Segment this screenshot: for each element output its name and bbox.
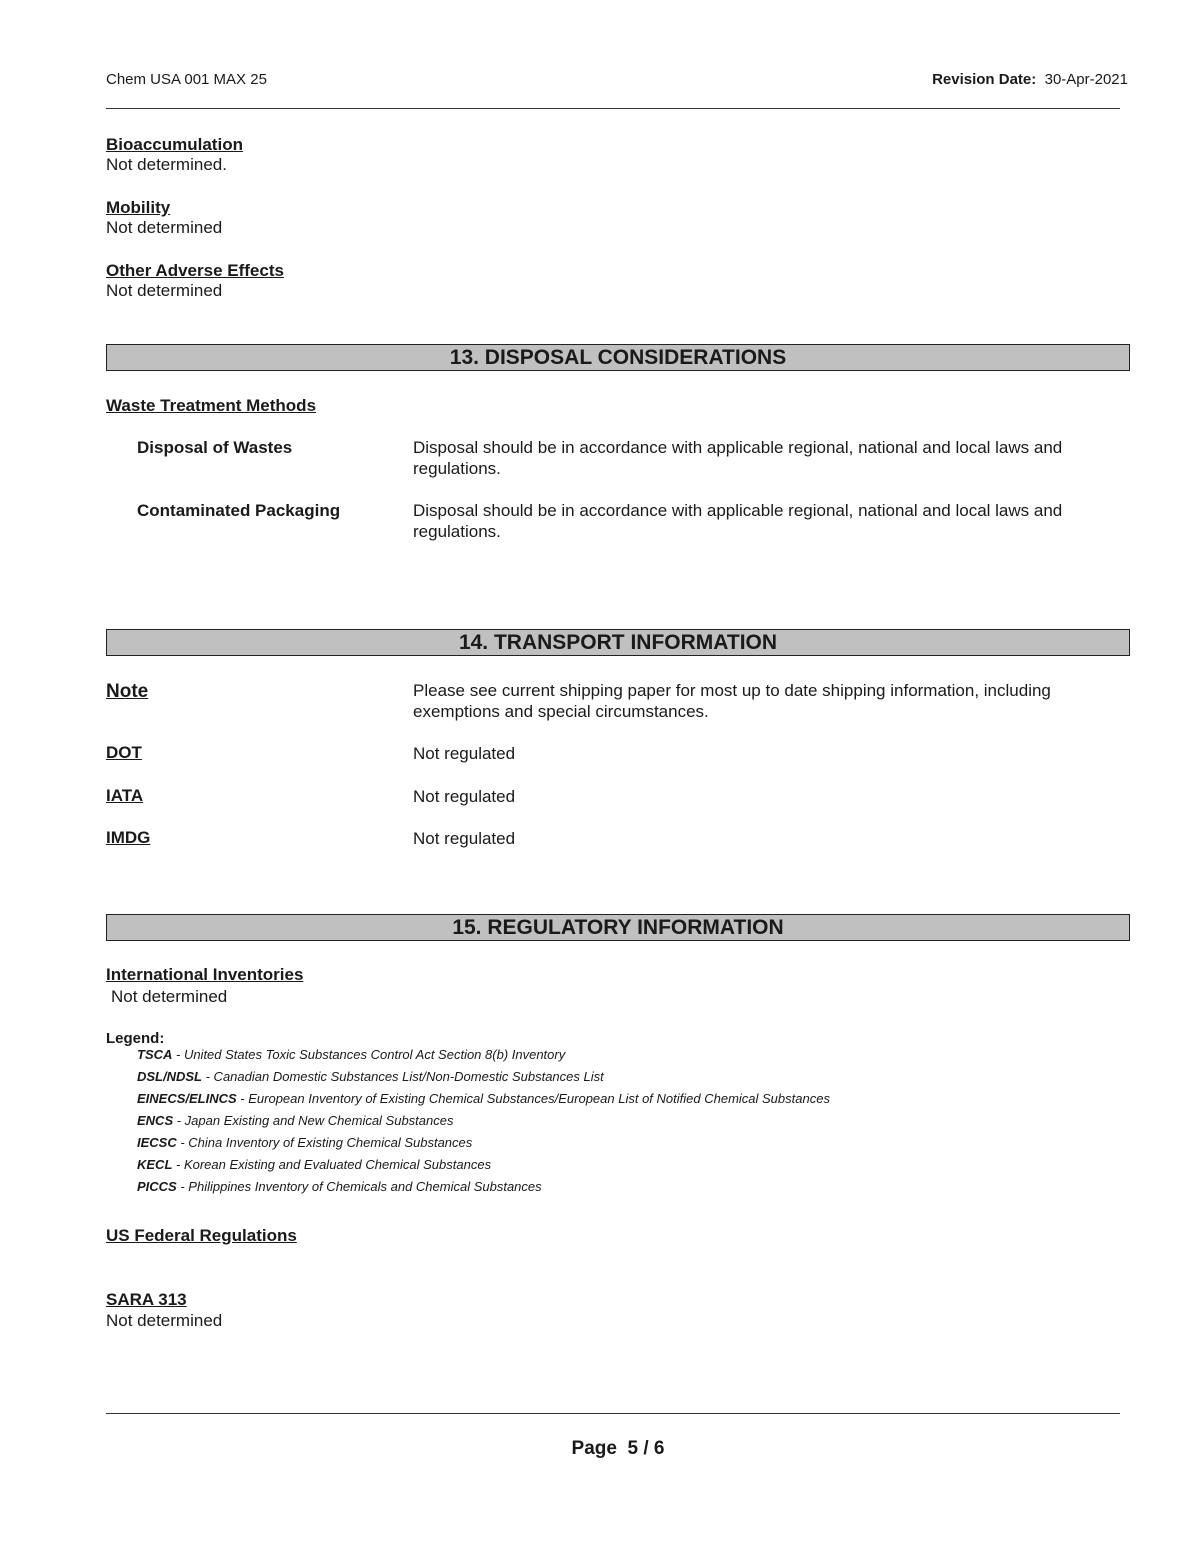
contaminated-packaging-value: Disposal should be in accordance with applicable regional, national and local laws and regulations.	[413, 501, 1063, 541]
sara-313-heading: SARA 313	[106, 1290, 187, 1309]
legend-abbr: PICCS	[137, 1179, 177, 1194]
section-13-title: 13. DISPOSAL CONSIDERATIONS	[106, 344, 1130, 371]
mobility-value: Not determined	[106, 218, 223, 237]
legend-item-tsca	[137, 1047, 565, 1062]
legend-desc: - Philippines Inventory of Chemicals and Chemical Substances	[176, 1179, 542, 1194]
legend-item-encs	[137, 1113, 454, 1128]
legend-abbr: KECL	[137, 1157, 173, 1172]
legend-title: Legend:	[106, 1030, 165, 1047]
legend-desc: - China Inventory of Existing Chemical Substances	[176, 1135, 473, 1150]
mobility-heading: Mobility	[106, 198, 171, 217]
header-rule	[106, 108, 1120, 109]
dot-value: Not regulated	[413, 744, 516, 763]
legend-item-piccs	[137, 1179, 542, 1194]
legend-item-einecs	[137, 1091, 830, 1106]
legend-desc: - United States Toxic Substances Control Act Section 8(b) Inventory	[172, 1047, 566, 1062]
legend-abbr: ENCS	[137, 1113, 174, 1128]
legend-desc: - European Inventory of Existing Chemical Substances/European List of Notified Chemical Substances	[236, 1091, 830, 1106]
imdg-label: IMDG	[106, 828, 151, 847]
page-number: Page 5 / 6	[571, 1438, 665, 1459]
other-adverse-heading: Other Adverse Effects	[106, 261, 284, 280]
contaminated-packaging-label: Contaminated Packaging	[137, 501, 341, 520]
note-label: Note	[106, 681, 149, 702]
legend-desc: - Japan Existing and New Chemical Substances	[173, 1113, 454, 1128]
iata-label: IATA	[106, 786, 144, 805]
legend-desc: - Canadian Domestic Substances List/Non-Domestic Substances List	[202, 1069, 604, 1084]
footer-rule	[106, 1413, 1120, 1414]
legend-abbr: TSCA	[137, 1047, 173, 1062]
note-value: Please see current shipping paper for most up to date shipping information, including exemptions and special circumstances.	[413, 681, 1051, 721]
iata-value: Not regulated	[413, 787, 516, 806]
disposal-wastes-value: Disposal should be in accordance with applicable regional, national and local laws and regulations.	[413, 438, 1063, 478]
section-14-title: 14. TRANSPORT INFORMATION	[106, 629, 1130, 656]
revision-date-value: 30-Apr-2021	[1044, 71, 1128, 88]
legend-abbr: EINECS/ELINCS	[137, 1091, 237, 1106]
legend-abbr: DSL/NDSL	[137, 1069, 202, 1084]
disposal-wastes-label: Disposal of Wastes	[137, 438, 293, 457]
us-federal-heading: US Federal Regulations	[106, 1226, 297, 1245]
intl-inventories-value: Not determined	[111, 987, 228, 1006]
sara-313-value: Not determined	[106, 1311, 223, 1330]
dot-label: DOT	[106, 743, 142, 762]
legend-item-kecl	[137, 1157, 491, 1172]
legend-item-dsl	[137, 1069, 604, 1084]
intl-inventories-heading: International Inventories	[106, 965, 304, 984]
revision-date	[932, 71, 1128, 88]
legend-desc: - Korean Existing and Evaluated Chemical Substances	[172, 1157, 492, 1172]
other-adverse-value: Not determined	[106, 281, 223, 300]
legend-abbr: IECSC	[137, 1135, 177, 1150]
revision-label: Revision Date:	[932, 71, 1037, 88]
imdg-value: Not regulated	[413, 829, 516, 848]
waste-treatment-heading: Waste Treatment Methods	[106, 396, 317, 415]
bioaccumulation-value: Not determined.	[106, 155, 227, 174]
product-name: Chem USA 001 MAX 25	[106, 71, 267, 88]
bioaccumulation-heading: Bioaccumulation	[106, 135, 243, 154]
legend-item-iecsc	[137, 1135, 472, 1150]
section-15-title: 15. REGULATORY INFORMATION	[106, 914, 1130, 941]
